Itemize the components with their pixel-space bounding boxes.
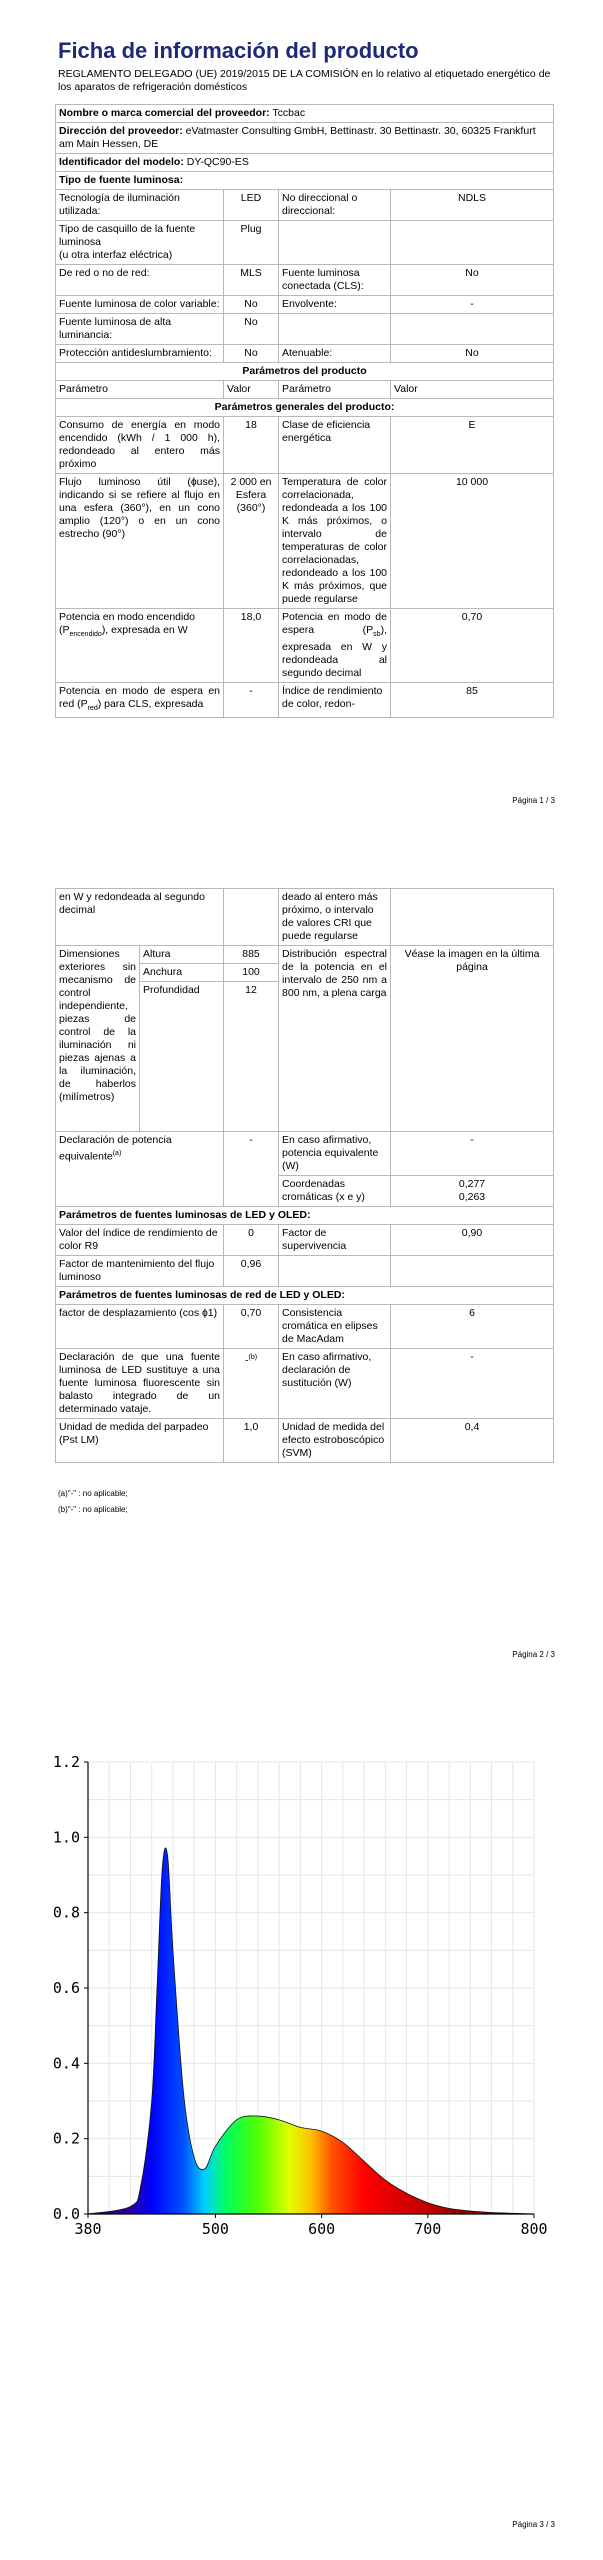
row-high-luminance: Fuente luminosa de alta luminancia: No bbox=[56, 314, 554, 345]
supplier-name-row: Nombre o marca comercial del proveedor: Tccbac bbox=[56, 105, 554, 123]
page-number: Página 3 / 3 bbox=[512, 2520, 555, 2529]
page-number: Página 1 / 3 bbox=[512, 796, 555, 805]
y-tick-label: 0.2 bbox=[52, 2129, 80, 2148]
model-row: Identificador del modelo: DY-QC90-ES bbox=[56, 154, 554, 172]
supplier-address-row: Dirección del proveedor: eVatmaster Consulting GmbH, Bettinastr. 30 Bettinastr. 30, 60325 Frankfurt am Main Hessen, DE bbox=[56, 123, 554, 154]
x-tick-label: 380 bbox=[74, 2220, 102, 2238]
x-tick-label: 600 bbox=[308, 2220, 336, 2238]
y-tick-label: 0.6 bbox=[52, 1979, 80, 1997]
supplier-address: eVatmaster Consulting GmbH, Bettinastr. 30 Bettinastr. 30, 60325 Frankfurt am Main Hessen, DE bbox=[59, 125, 536, 150]
led-params-heading: Parámetros de fuentes luminosas de LED y OLED: bbox=[56, 1207, 554, 1225]
row-replacement: Declaración de que una fuente luminosa de LED sustituye a una fuente luminosa fluorescente sin balasto integrado de un determinado vataje. -$^{(b)}$ En caso afirmativo, declaración de sustitución (W) - bbox=[56, 1349, 554, 1419]
product-info-table bbox=[55, 104, 554, 718]
param-header-row: Parámetro Valor Parámetro Valor bbox=[56, 381, 554, 399]
spectral-chart-svg bbox=[44, 1752, 548, 2252]
row-anti-glare: Protección antideslumbramiento: No Atenuable: No bbox=[56, 345, 554, 363]
page-title: Ficha de información del producto bbox=[58, 38, 419, 63]
product-info-table-continued bbox=[55, 888, 554, 1463]
row-technology: Tecnología de iluminación utilizada: LED No direccional o direccional: NDLS bbox=[56, 190, 554, 221]
model-id: DY-QC90-ES bbox=[186, 156, 249, 168]
y-tick-label: 1.2 bbox=[52, 1753, 80, 1771]
row-network-standby: Potencia en modo de espera en red $(P_{red})$ para CLS, expresada - Índice de rendimiento de color, redon- 85 bbox=[56, 683, 554, 718]
dimensions-label: Dimensiones exteriores sin mecanismo de control independiente, piezas de control de la iluminación ni piezas ajenas a la iluminación, de haberlos (milímetros) bbox=[56, 946, 140, 1132]
page-1 bbox=[0, 0, 603, 820]
row-continued: en W y redondeada al segundo decimal deado al entero más próximo, o intervalo de valores CRI que puede regularse bbox=[56, 889, 554, 946]
page-number: Página 2 / 3 bbox=[512, 1650, 555, 1659]
row-energy: Consumo de energía en modo encendido (kWh / 1 000 h), redondeado al entero más próximo 18 Clase de eficiencia energética E bbox=[56, 417, 554, 474]
footnote-a: (a)"-" : no aplicable; bbox=[58, 1489, 128, 1498]
row-maintenance: Factor de mantenimiento del flujo luminoso 0,96 bbox=[56, 1256, 554, 1287]
supplier-name: Tccbac bbox=[272, 107, 306, 119]
footnote-b: (b)"-" : no aplicable; bbox=[58, 1505, 128, 1514]
row-flux: Flujo luminoso útil (ɸuse), indicando si se refiere al flujo en una esfera (360°), en un cono amplio (120°) o en un cono estrecho (90°) 2 000 en Esfera (360°) Temperatura de color correlacionada, redondeada a los 100 K más próximos, o intervalo de temperaturas de color correlacionadas, redondeado a los 100 K más próximos, que puede regularse 10 000 bbox=[56, 474, 554, 609]
regulation-intro: REGLAMENTO DELEGADO (UE) 2019/2015 DE LA COMISIÓN en lo relativo al etiquetado energético de los aparatos de refrigeración domésticos bbox=[58, 68, 551, 93]
y-tick-label: 0.8 bbox=[52, 1903, 80, 1922]
row-equivalent: Declaración de potencia equivalente$^{(a)}$ - En caso afirmativo, potencia equivalente (W) - bbox=[56, 1132, 554, 1176]
row-on-power: Potencia en modo encendido $(P_{encendido})$, expresada en W 18,0 Potencia en modo de espera $(P_{sb})$, expresada en W y redondeada al segundo decimal 0,70 bbox=[56, 609, 554, 683]
mains-params-heading: Parámetros de fuentes luminosas de red de LED y OLED: bbox=[56, 1287, 554, 1305]
row-width: Anchura 100 bbox=[56, 964, 554, 982]
y-tick-label: 0.4 bbox=[52, 2054, 80, 2073]
row-dimensions: Dimensiones exteriores sin mecanismo de control independiente, piezas de control de la iluminación ni piezas ajenas a la iluminación, de haberlos (milímetros) Altura 885 Distribución espectral de la potencia en el intervalo de 250 nm a 800 nm, a plena carga Véase la imagen en la última página bbox=[56, 946, 554, 964]
x-tick-label: 700 bbox=[414, 2220, 442, 2238]
y-tick-label: 0.0 bbox=[52, 2205, 80, 2223]
row-flicker: Unidad de medida del parpadeo (Pst LM) 1,0 Unidad de medida del efecto estroboscópico (SVM) 0,4 bbox=[56, 1419, 554, 1463]
x-tick-label: 800 bbox=[520, 2220, 548, 2238]
row-mains: De red o no de red: MLS Fuente luminosa conectada (CLS): No bbox=[56, 265, 554, 296]
row-displacement: factor de desplazamiento (cos ɸ1) 0,70 Consistencia cromática en elipses de MacAdam 6 bbox=[56, 1305, 554, 1349]
spectral-chart bbox=[44, 1752, 548, 2257]
row-chroma: Coordenadas cromáticas (x e y) 0,277 0,263 bbox=[56, 1176, 554, 1207]
product-params-heading: Parámetros del producto bbox=[56, 363, 554, 381]
row-r9: Valor del índice de rendimiento de color R9 0 Factor de supervivencia 0,90 bbox=[56, 1225, 554, 1256]
page-2 bbox=[0, 880, 603, 1680]
row-color-tunable: Fuente luminosa de color variable: No Envolvente: - bbox=[56, 296, 554, 314]
row-depth: Profundidad 12 bbox=[56, 982, 554, 1132]
spectrum-area bbox=[88, 1848, 534, 2214]
general-params-heading: Parámetros generales del producto: bbox=[56, 399, 554, 417]
x-tick-label: 500 bbox=[201, 2220, 229, 2238]
light-type-heading: Tipo de fuente luminosa: bbox=[56, 172, 554, 190]
row-cap-type: Tipo de casquillo de la fuente luminosa (u otra interfaz eléctrica) Plug bbox=[56, 221, 554, 265]
y-tick-label: 1.0 bbox=[52, 1828, 80, 1847]
